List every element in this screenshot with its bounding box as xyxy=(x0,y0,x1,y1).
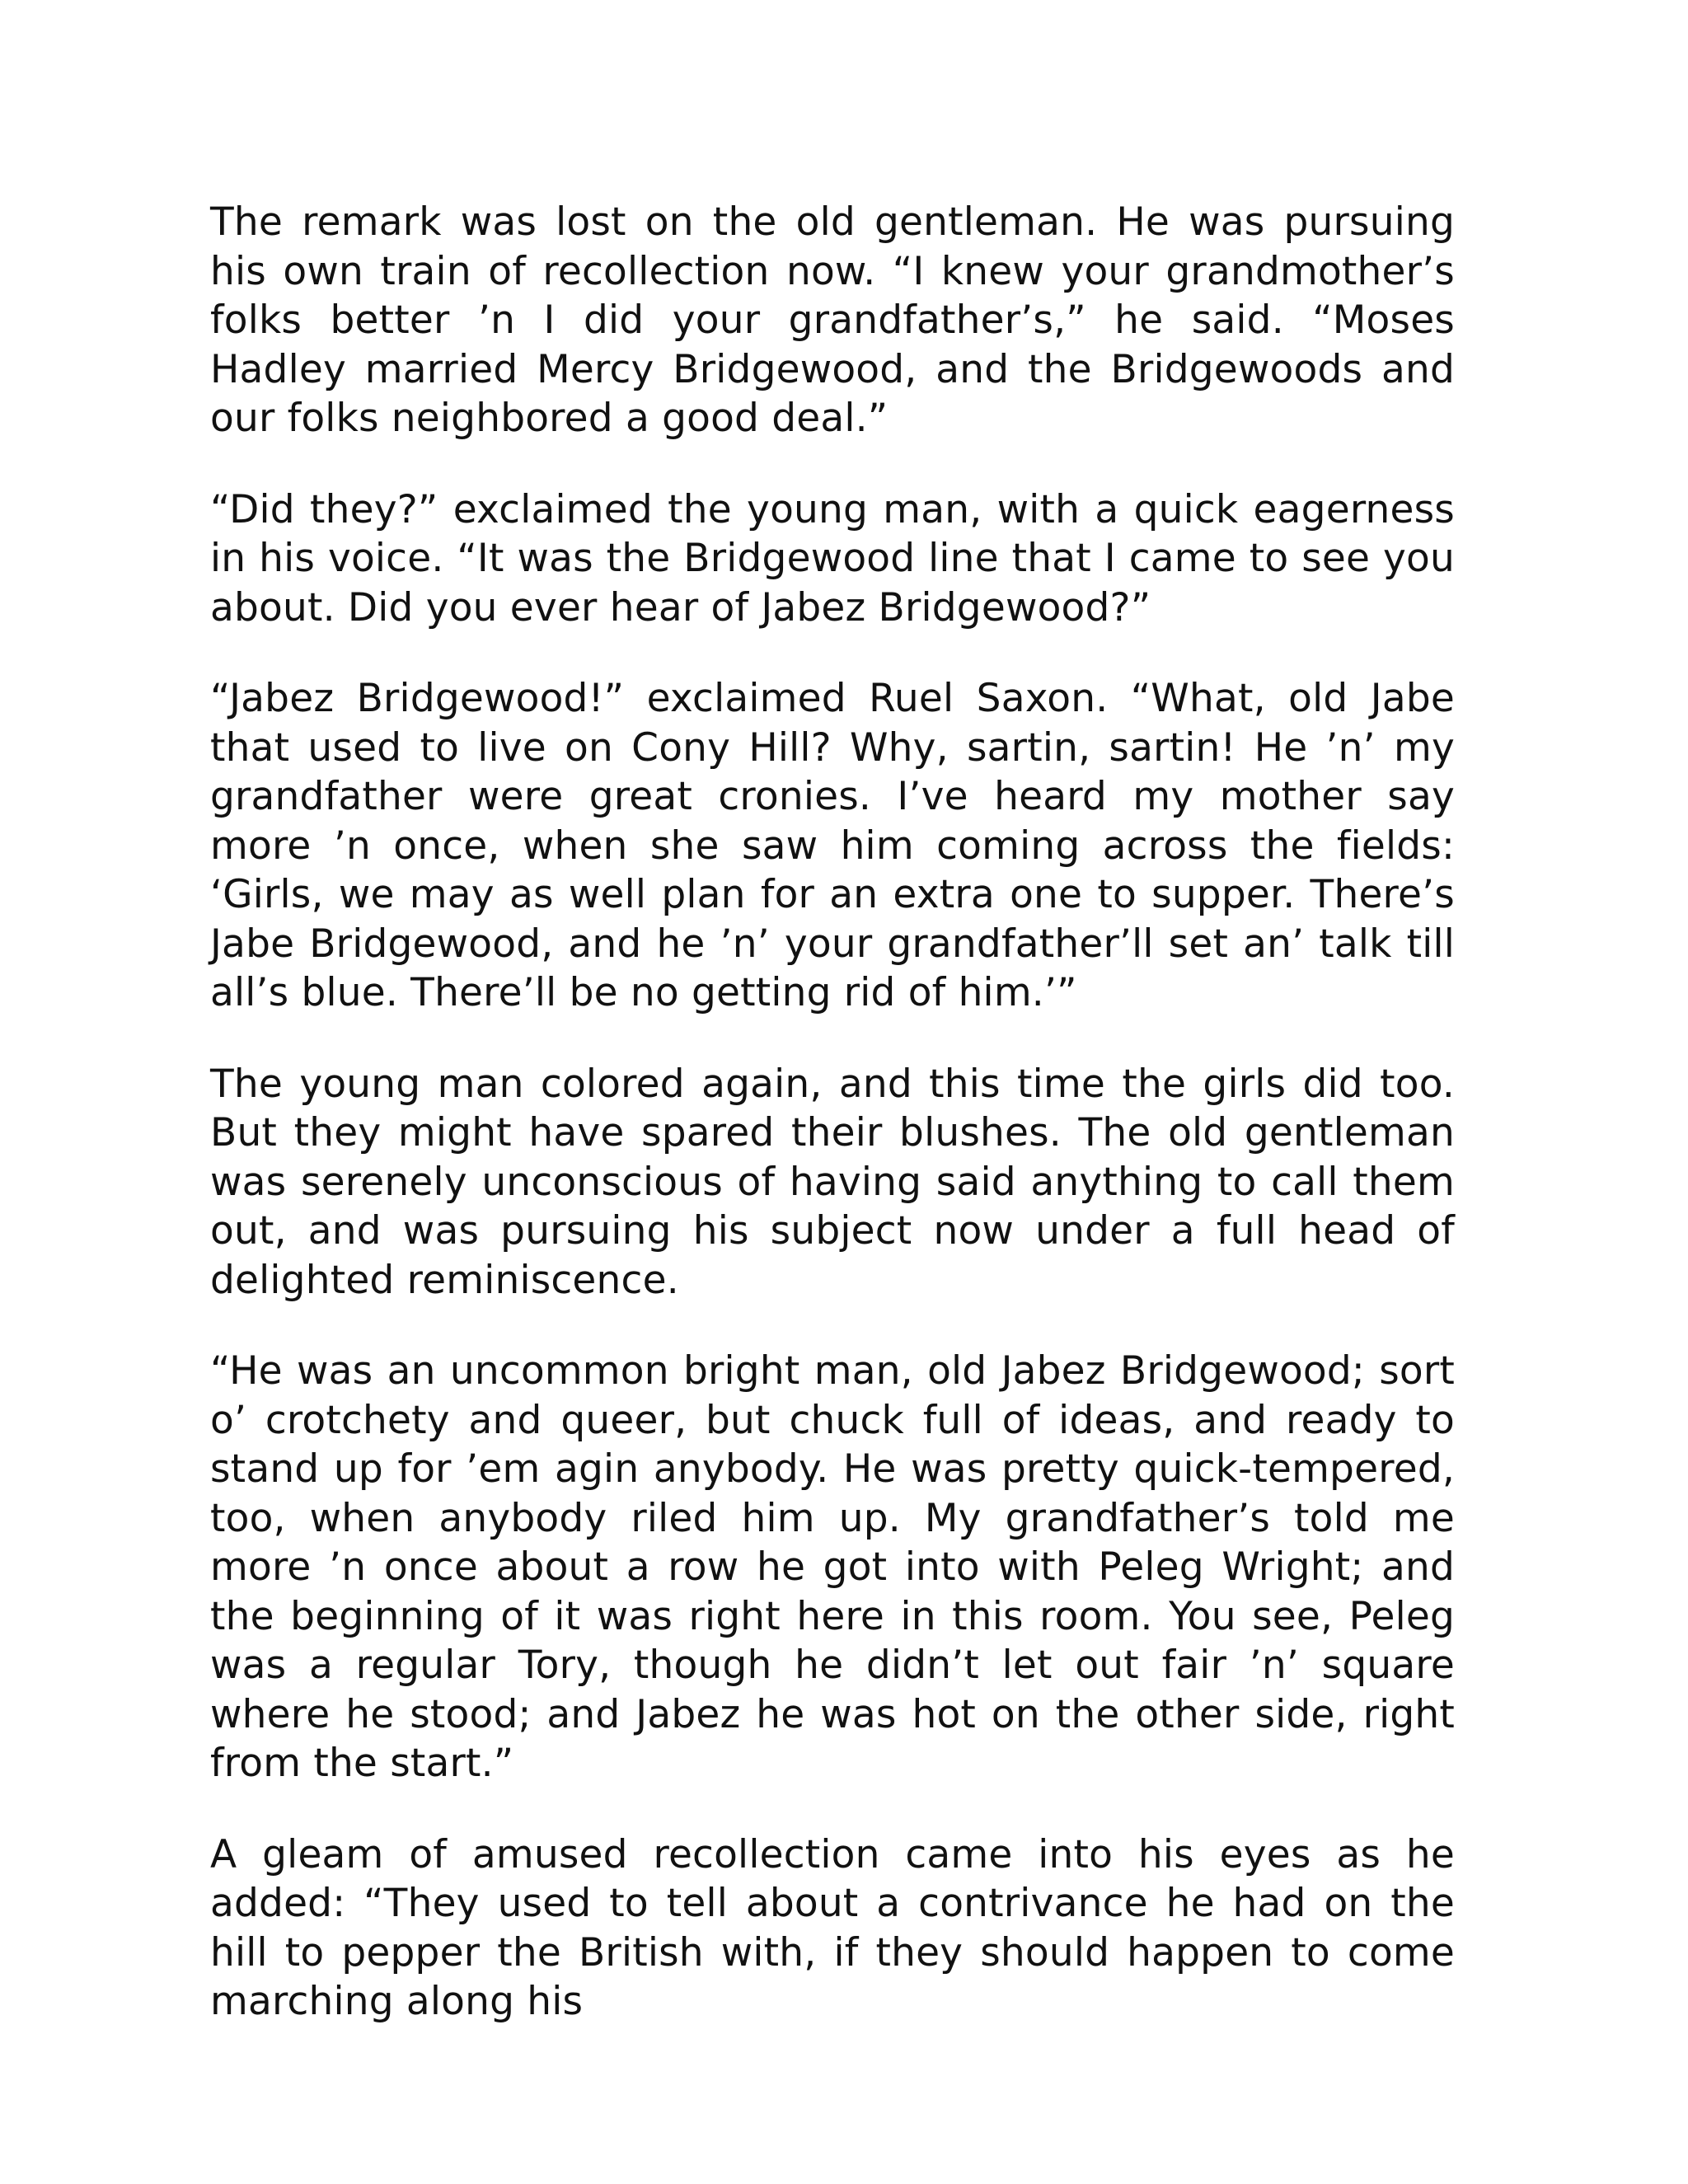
body-text xyxy=(210,198,1455,2027)
paragraph-4: The young man colored again, and this time the girls did too. But they might have spared their blushes. The old gentleman was serenely unconscious of having said anything to call them out, and was pursuing his subject now under a full head of delighted reminiscence. xyxy=(210,1061,1455,1303)
paragraph-5: “He was an uncommon bright man, old Jabez Bridgewood; sort o’ crotchety and queer, but chuck full of ideas, and ready to stand up for ’em agin anybody. He was pretty quick-tempered, too, when anybody riled him up. My grandfather’s told me more ’n once about a row he got into with Peleg Wright; and the beginning of it was right here in this room. You see, Peleg was a regular Tory, though he didn’t let out fair ’n’ square where he stood; and Jabez he was hot on the other side, right from the start.” xyxy=(210,1348,1455,1786)
paragraph-6: A gleam of amused recollection came into his eyes as he added: “They used to tell about a contrivance he had on the hill to pepper the British with, if they should happen to come marching along his xyxy=(210,1831,1455,2024)
paragraph-3: “Jabez Bridgewood!” exclaimed Ruel Saxon. “What, old Jabe that used to live on Cony Hill? Why, sartin, sartin! He ’n’ my grandfather were great cronies. I’ve heard my mother say more ’n once, when she saw him coming across the fields: ‘Girls, we may as well plan for an extra one to supper. There’s Jabe Bridgewood, and he ’n’ your grandfather’ll set an’ talk till all’s blue. There’ll be no getting rid of him.’” xyxy=(210,676,1455,1015)
paragraph-2: “Did they?” exclaimed the young man, with a quick eagerness in his voice. “It was the Bridgewood line that I came to see you about. Did you ever hear of Jabez Bridgewood?” xyxy=(210,486,1455,630)
paragraph-1: The remark was lost on the old gentleman. He was pursuing his own train of recollection now. “I knew your grandmother’s folks better ’n I did your grandfather’s,” he said. “Moses Hadley married Mercy Bridgewood, and the Bridgewoods and our folks neighbored a good deal.” xyxy=(210,199,1455,441)
